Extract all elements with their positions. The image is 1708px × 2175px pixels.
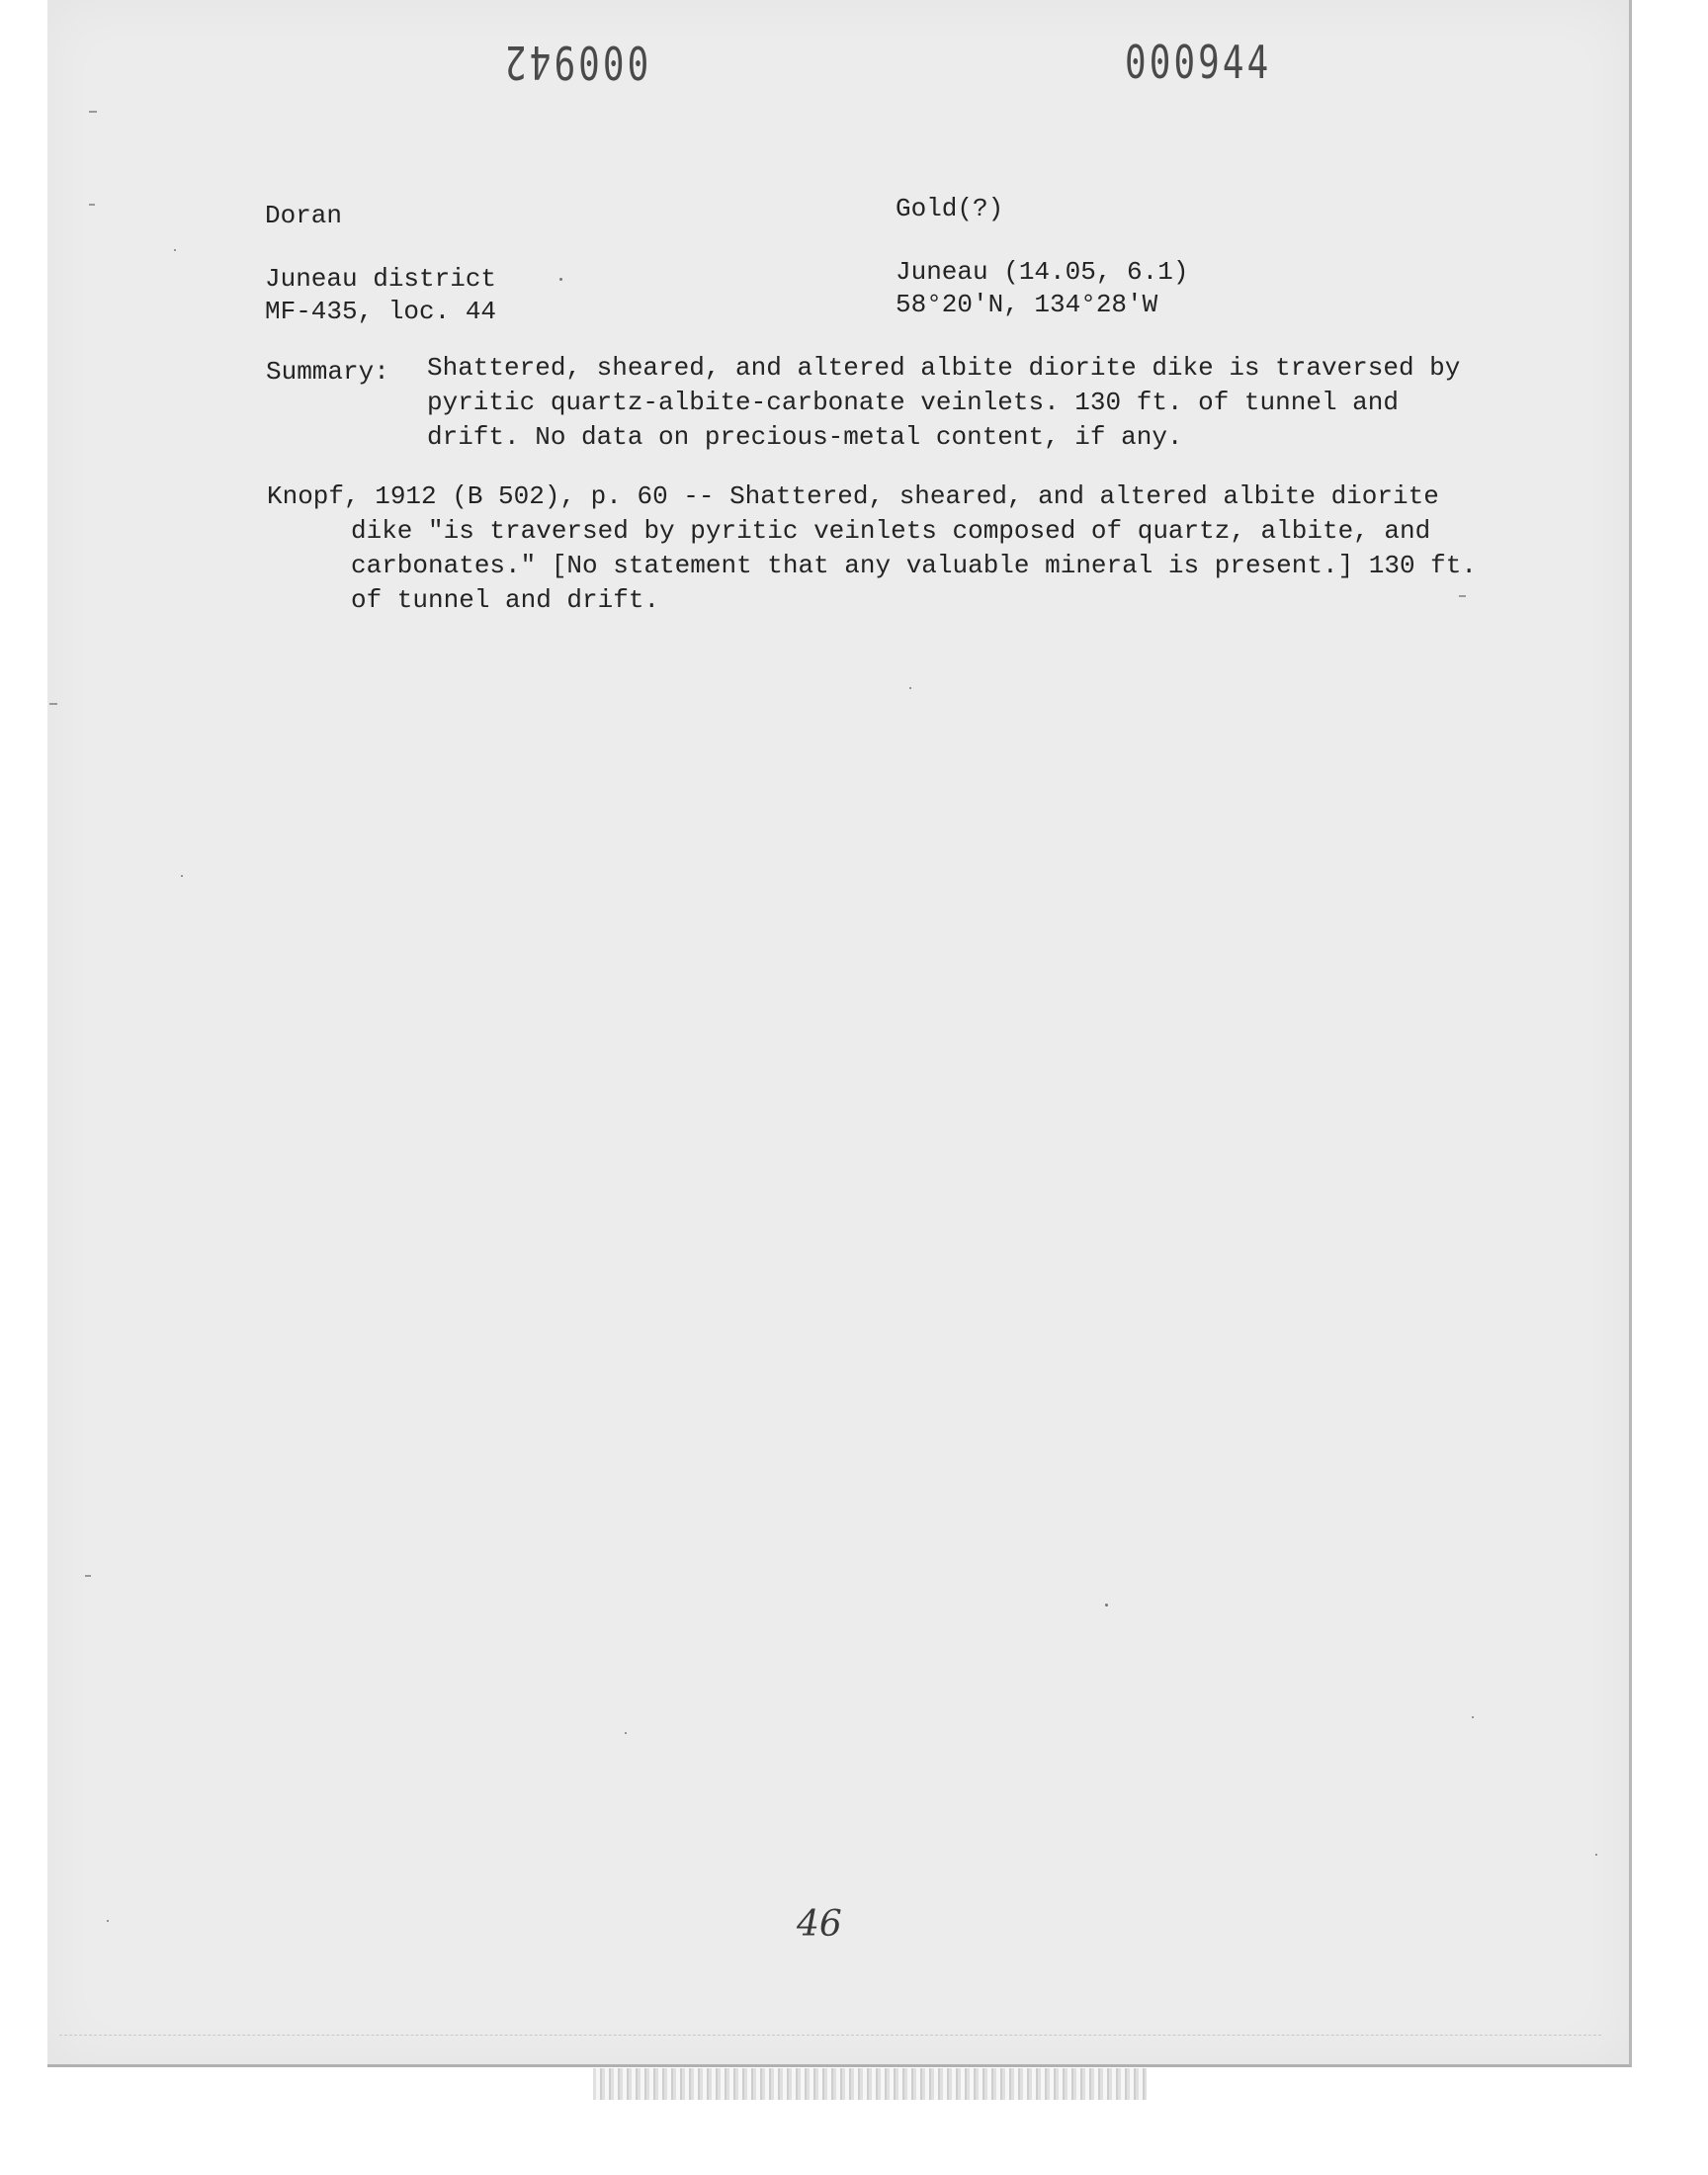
occurrence-name: Doran <box>265 201 343 230</box>
quadrangle: Juneau (14.05, 6.1) <box>896 257 1189 287</box>
scan-speck <box>174 249 176 251</box>
document-stamp-left: 000942 <box>501 36 649 89</box>
reference-entry: Knopf, 1912 (B 502), p. 60 -- Shattered, sheared, and altered albite diorite dike "is traversed by pyritic veinlets composed of quartz, albite, and carbonates." [No statement that any valuable mineral is present.] 130 ft. of tunnel and drift. <box>267 481 1477 615</box>
page-bottom-rule <box>59 2035 1601 2037</box>
scan-artifact-strip <box>593 2068 1147 2100</box>
scan-speck <box>107 1920 109 1922</box>
scan-speck <box>1472 1716 1474 1718</box>
scan-speck <box>909 687 911 689</box>
scan-speck <box>1595 1854 1597 1856</box>
edge-mark <box>89 111 97 113</box>
commodity: Gold(?) <box>896 194 1004 223</box>
map-reference: MF-435, loc. 44 <box>265 297 497 326</box>
edge-mark <box>1459 595 1466 597</box>
edge-mark <box>85 1575 91 1577</box>
district: Juneau district <box>265 264 497 294</box>
page-number: 46 <box>797 1904 842 1945</box>
summary-label: Summary: <box>266 357 389 387</box>
scan-speck <box>559 278 562 281</box>
edge-mark <box>49 703 57 705</box>
scan-speck <box>181 875 183 877</box>
document-stamp-right: 000944 <box>1125 36 1272 89</box>
summary-text: Shattered, sheared, and altered albite diorite dike is traversed by pyritic quartz-albite-carbonate veinlets. 130 ft. of tunnel and drift. No data on precious-metal content, if any. <box>427 353 1461 452</box>
scan-speck <box>625 1732 627 1734</box>
scan-speck <box>1105 1604 1108 1607</box>
edge-mark <box>89 204 95 206</box>
coordinates: 58°20'N, 134°28'W <box>896 290 1158 319</box>
